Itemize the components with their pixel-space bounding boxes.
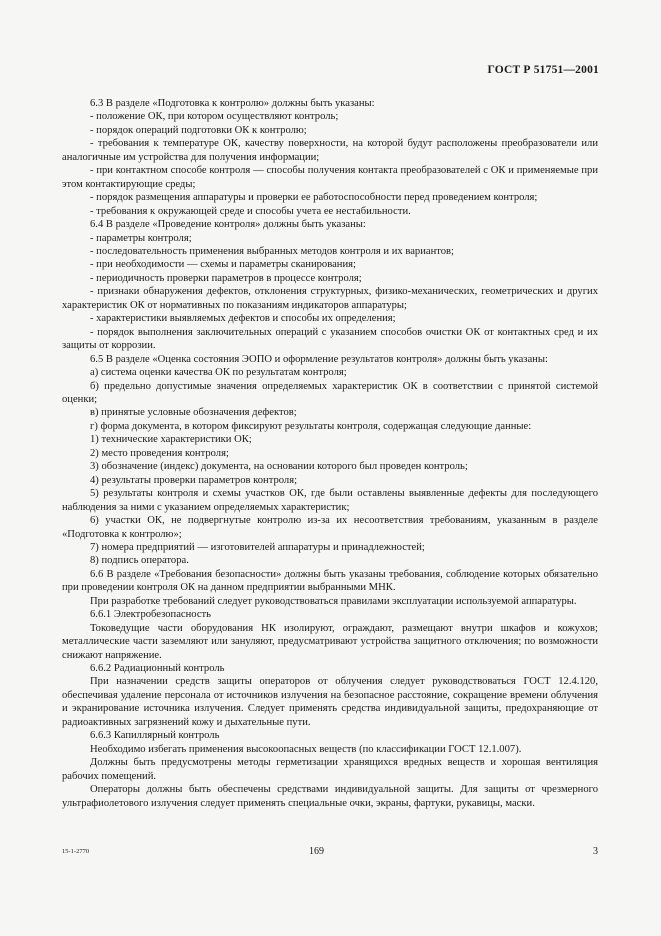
body-paragraph: 1) технические характеристики ОК;: [90, 434, 252, 446]
body-paragraph: 3) обозначение (индекс) документа, на основании которого был проведен контроль;: [90, 461, 468, 473]
body-paragraph: При разработке требований следует руководствоваться правилами эксплуатации используемой аппаратуры.: [90, 595, 577, 607]
body-paragraph: 7) номера предприятий — изготовителей аппаратуры и принадлежностей;: [90, 541, 425, 553]
body-paragraph: г) форма документа, в котором фиксируют результаты контроля, содержащая следующие данные:: [90, 420, 532, 432]
body-paragraph: Должны быть предусмотрены методы герметизации хранящихся вредных веществ и хорошая вентиляция рабочих помещений.: [62, 757, 598, 782]
body-paragraph: 6.6.2 Радиационный контроль: [90, 663, 225, 675]
body-paragraph: - при необходимости — схемы и параметры сканирования;: [90, 259, 356, 271]
document-standard-id: ГОСТ Р 51751—2001: [487, 64, 599, 76]
body-paragraph: 2) место проведения контроля;: [90, 447, 229, 459]
body-paragraph: 6.6 В разделе «Требования безопасности» должны быть указаны требования, соблюдение которых обязательно при проведении контроля ОК на данном предприятии выбранными МНК.: [62, 568, 598, 594]
page-number: 169: [309, 846, 324, 857]
body-paragraph: 6) участки ОК, не подвергнутые контролю из-за их несоответствия требованиям, указанным в разделе «Подготовка к контролю»;: [62, 515, 598, 540]
body-paragraph: 6.4 В разделе «Проведение контроля» должны быть указаны:: [90, 219, 366, 231]
body-paragraph: 6.6.1 Электробезопасность: [90, 609, 212, 621]
body-paragraph: - признаки обнаружения дефектов, отклонения структурных, физико-механических, геометрических и других характеристик ОК от нормативных по показаниям индикаторов аппаратуры;: [62, 286, 598, 311]
document-body: [62, 97, 598, 810]
body-paragraph: в) принятые условные обозначения дефектов;: [90, 407, 297, 419]
body-paragraph: Операторы должны быть обеспечены средствами индивидуальной защиты. Для защиты от чрезмерного ультрафиолетового излучения следует применять специальные очки, экраны, фартуки, рукавицы, маски.: [62, 784, 598, 809]
body-paragraph: б) предельно допустимые значения определяемых характеристик ОК в соответствии с принятой системой оценки;: [62, 380, 598, 405]
body-paragraph: 5) результаты контроля и схемы участков ОК, где были оставлены выявленные дефекты для последующего наблюдения за ними с указанием определяемых характеристик;: [62, 488, 598, 513]
body-paragraph: - периодичность проверки параметров в процессе контроля;: [90, 272, 362, 284]
body-paragraph: - требования к температуре ОК, качеству поверхности, на которой будут расположены преобразователи или аналогичные им устройства для получения информации;: [62, 138, 598, 163]
body-paragraph: а) система оценки качества ОК по результатам контроля;: [90, 367, 347, 379]
body-paragraph: Токоведущие части оборудования НК изолируют, ограждают, размещают внутри шкафов и кожухов; металлические части заземляют или зануляют, предусматривают устройства защитного отключения; по возможности снижают напряжение.: [62, 622, 598, 661]
print-code: 15-1-2770: [62, 848, 90, 855]
body-paragraph: - характеристики выявляемых дефектов и способы их определения;: [90, 313, 396, 325]
body-paragraph: - порядок операций подготовки ОК к контролю;: [90, 124, 307, 136]
body-paragraph: 4) результаты проверки параметров контроля;: [90, 474, 298, 486]
body-paragraph: - требования к окружающей среде и способы учета ее нестабильности.: [90, 205, 411, 217]
body-paragraph: 8) подпись оператора.: [90, 555, 189, 567]
body-paragraph: - порядок размещения аппаратуры и проверки ее работоспособности перед проведением контроля;: [90, 192, 538, 204]
body-paragraph: - при контактном способе контроля — способы получения контакта преобразователей с ОК и применяемые при этом контактирующие среды;: [62, 165, 598, 190]
body-paragraph: 6.3 В разделе «Подготовка к контролю» должны быть указаны:: [90, 98, 375, 109]
body-paragraph: 6.5 В разделе «Оценка состояния ЭОПО и оформление результатов контроля» должны быть указаны:: [90, 353, 548, 365]
body-paragraph: - параметры контроля;: [90, 232, 192, 244]
body-paragraph: 6.6.3 Капиллярный контроль: [90, 730, 220, 742]
body-paragraph: Необходимо избегать применения высокоопасных веществ (по классификации ГОСТ 12.1.007).: [90, 743, 522, 755]
body-paragraph: При назначении средств защиты операторов от облучения следует руководствоваться ГОСТ 12.4.120, обеспечивая удаление персонала от источников излучения на безопасное расстояние, сокращение времени облучения и экранирование источника излучения. Следует применять средства индивидуальной защиты, предохраняющие от радиоактивных загрязнений кожу и дыхательные пути.: [62, 676, 598, 728]
page-footer: [62, 846, 598, 862]
sheet-number: 3: [593, 846, 598, 857]
body-paragraph: - порядок выполнения заключительных операций с указанием способов очистки ОК от контактных сред и их защиты от коррозии.: [62, 326, 598, 352]
body-paragraph: - положение ОК, при котором осуществляют контроль;: [90, 111, 339, 123]
body-paragraph: - последовательность применения выбранных методов контроля и их вариантов;: [90, 245, 454, 257]
